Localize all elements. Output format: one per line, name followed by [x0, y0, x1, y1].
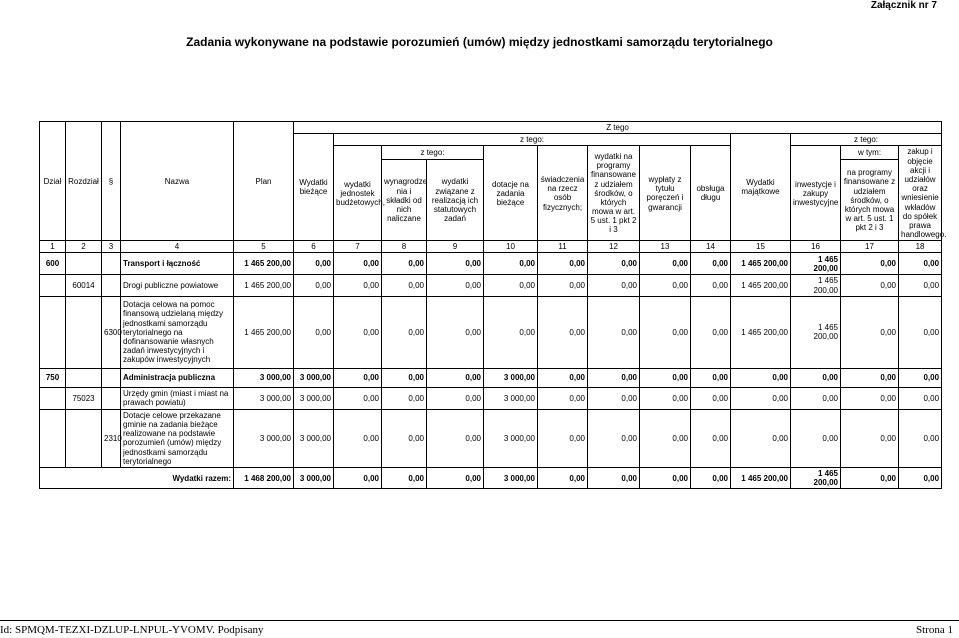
- cell-value: 0,00: [691, 253, 731, 275]
- cell-paragraf: [102, 387, 121, 409]
- cell-dzial: 750: [40, 368, 66, 387]
- cell-value: 0,00: [691, 275, 731, 296]
- cell-value: 3 000,00: [234, 409, 294, 467]
- cell-value: 0,00: [334, 368, 382, 387]
- cell-paragraf: 2310: [102, 409, 121, 467]
- hdr-z-tego-3: z tego:: [791, 134, 942, 146]
- cell-value: 0,00: [899, 368, 942, 387]
- cell-value: 0,00: [484, 296, 538, 368]
- cell-value: 0,00: [382, 387, 427, 409]
- total-value: 1 465 200,00: [731, 467, 791, 488]
- hdr-plan: Plan: [234, 122, 294, 241]
- hdr-z-tego-1: z tego:: [334, 134, 731, 146]
- table-row: [40, 409, 942, 467]
- cell-value: 0,00: [588, 368, 640, 387]
- cell-value: 0,00: [691, 368, 731, 387]
- col-number: 13: [640, 241, 691, 253]
- cell-dzial: [40, 409, 66, 467]
- cell-value: 0,00: [382, 296, 427, 368]
- cell-value: 0,00: [382, 275, 427, 296]
- cell-value: 0,00: [899, 296, 942, 368]
- cell-value: 0,00: [334, 275, 382, 296]
- cell-value: 0,00: [427, 275, 484, 296]
- hdr-zakup: zakup i objęcie akcji i udziałów oraz wniesienie wkładów do spółek prawa handlowego.: [899, 146, 942, 241]
- cell-value: 3 000,00: [294, 368, 334, 387]
- col-number: 10: [484, 241, 538, 253]
- hdr-z-tego-2: z tego:: [382, 146, 484, 160]
- cell-value: 0,00: [334, 387, 382, 409]
- col-number: 11: [538, 241, 588, 253]
- cell-value: 0,00: [538, 409, 588, 467]
- hdr-dzial: Dział: [40, 122, 66, 241]
- cell-value: 0,00: [427, 253, 484, 275]
- cell-value: 1 465 200,00: [791, 253, 841, 275]
- col-number: 9: [427, 241, 484, 253]
- total-value: 1 468 200,00: [234, 467, 294, 488]
- cell-value: 0,00: [899, 387, 942, 409]
- col-number: 18: [899, 241, 942, 253]
- hdr-wydatki-programy: wydatki na programy finansowane z udziałem środków, o których mowa w art. 5 ust. 1 pkt 2 i 3: [588, 146, 640, 241]
- cell-dzial: 600: [40, 253, 66, 275]
- cell-paragraf: 6300: [102, 296, 121, 368]
- total-value: 0,00: [382, 467, 427, 488]
- cell-value: 1 465 200,00: [731, 275, 791, 296]
- page-title: Zadania wykonywane na podstawie porozumień (umów) między jednostkami samorządu terytorialnego: [186, 35, 773, 49]
- cell-rozdzial: [66, 253, 102, 275]
- cell-nazwa: Drogi publiczne powiatowe: [121, 275, 234, 296]
- cell-value: 0,00: [899, 253, 942, 275]
- cell-value: 1 465 200,00: [731, 296, 791, 368]
- hdr-inwestycje: inwestycje i zakupy inwestycyjne: [791, 146, 841, 241]
- cell-rozdzial: [66, 296, 102, 368]
- total-value: 3 000,00: [294, 467, 334, 488]
- cell-value: 0,00: [841, 409, 899, 467]
- cell-rozdzial: 60014: [66, 275, 102, 296]
- hdr-z-tego-top: Z tego: [294, 122, 942, 134]
- cell-value: 0,00: [382, 368, 427, 387]
- footer-id: Id: SPMQM-TEZXI-DZLUP-LNPUL-YVOMV. Podpisany: [0, 624, 264, 636]
- hdr-wydatki-biezace: Wydatki bieżące: [294, 134, 334, 241]
- cell-paragraf: [102, 368, 121, 387]
- col-number: 8: [382, 241, 427, 253]
- hdr-swiadczenia: świadczenia na rzecz osób fizycznych;: [538, 146, 588, 241]
- cell-value: 1 465 200,00: [791, 296, 841, 368]
- cell-value: 0,00: [731, 409, 791, 467]
- total-row: [40, 467, 942, 488]
- table-row: [40, 387, 942, 409]
- cell-value: 0,00: [640, 368, 691, 387]
- cell-rozdzial: 75023: [66, 387, 102, 409]
- col-number: 3: [102, 241, 121, 253]
- cell-value: 0,00: [484, 275, 538, 296]
- total-value: 0,00: [841, 467, 899, 488]
- cell-value: 1 465 200,00: [234, 275, 294, 296]
- cell-value: 0,00: [640, 409, 691, 467]
- cell-value: 0,00: [791, 368, 841, 387]
- cell-value: 3 000,00: [294, 387, 334, 409]
- cell-value: 0,00: [640, 253, 691, 275]
- cell-value: 0,00: [382, 253, 427, 275]
- cell-value: 0,00: [334, 253, 382, 275]
- cell-value: 0,00: [484, 253, 538, 275]
- cell-dzial: [40, 275, 66, 296]
- cell-value: 0,00: [841, 387, 899, 409]
- footer-divider: [0, 620, 959, 621]
- cell-value: 0,00: [841, 368, 899, 387]
- cell-value: 0,00: [427, 387, 484, 409]
- tasks-table: [39, 121, 947, 489]
- cell-dzial: [40, 387, 66, 409]
- cell-nazwa: Urzędy gmin (miast i miast na prawach powiatu): [121, 387, 234, 409]
- hdr-wydatki-majatkowe: Wydatki majątkowe: [731, 134, 791, 241]
- cell-value: 0,00: [691, 387, 731, 409]
- cell-value: 0,00: [588, 253, 640, 275]
- cell-value: 3 000,00: [484, 368, 538, 387]
- cell-value: 0,00: [691, 409, 731, 467]
- cell-value: 0,00: [538, 387, 588, 409]
- cell-value: 0,00: [640, 296, 691, 368]
- cell-value: 0,00: [731, 387, 791, 409]
- cell-value: 3 000,00: [484, 387, 538, 409]
- col-number: 12: [588, 241, 640, 253]
- col-number: 14: [691, 241, 731, 253]
- cell-value: 3 000,00: [234, 387, 294, 409]
- total-value: 3 000,00: [484, 467, 538, 488]
- total-label: Wydatki razem:: [40, 467, 234, 488]
- cell-value: 0,00: [538, 296, 588, 368]
- cell-paragraf: [102, 253, 121, 275]
- total-value: 0,00: [899, 467, 942, 488]
- cell-value: 0,00: [294, 275, 334, 296]
- cell-rozdzial: [66, 409, 102, 467]
- total-value: 1 465 200,00: [791, 467, 841, 488]
- col-number: 4: [121, 241, 234, 253]
- cell-value: 0,00: [588, 387, 640, 409]
- cell-value: 0,00: [538, 275, 588, 296]
- hdr-rozdzial: Rozdział: [66, 122, 102, 241]
- cell-value: 3 000,00: [234, 368, 294, 387]
- col-number: 2: [66, 241, 102, 253]
- cell-nazwa: Dotacja celowa na pomoc finansową udzielaną między jednostkami samorządu terytorialnego na dofinansowanie własnych zadań inwestycyjnych i zakupów inwestycyjnych: [121, 296, 234, 368]
- cell-value: 0,00: [791, 387, 841, 409]
- hdr-wynagrodzenia: wynagrodze nia i składki od nich naliczane: [382, 160, 427, 241]
- cell-value: 0,00: [691, 296, 731, 368]
- cell-value: 0,00: [588, 296, 640, 368]
- cell-value: 0,00: [731, 368, 791, 387]
- cell-value: 0,00: [427, 296, 484, 368]
- table-row: [40, 296, 942, 368]
- column-numbers-row: [40, 241, 942, 253]
- cell-value: 0,00: [640, 387, 691, 409]
- hdr-obsluga: obsługa długu: [691, 146, 731, 241]
- cell-value: 0,00: [334, 409, 382, 467]
- col-number: 16: [791, 241, 841, 253]
- hdr-nazwa: Nazwa: [121, 122, 234, 241]
- cell-value: 1 465 200,00: [731, 253, 791, 275]
- cell-value: 0,00: [588, 275, 640, 296]
- total-value: 0,00: [538, 467, 588, 488]
- cell-nazwa: Dotacje celowe przekazane gminie na zadania bieżące realizowane na podstawie porozumień (umów) między jednostkami samorządu terytorialnego: [121, 409, 234, 467]
- table-row: [40, 253, 942, 275]
- hdr-paragraf: §: [102, 122, 121, 241]
- cell-value: 0,00: [640, 275, 691, 296]
- cell-value: 0,00: [294, 253, 334, 275]
- cell-value: 0,00: [538, 368, 588, 387]
- table-row: [40, 275, 942, 296]
- total-value: 0,00: [427, 467, 484, 488]
- cell-nazwa: Transport i łączność: [121, 253, 234, 275]
- hdr-wydatki-zwiazane: wydatki związane z realizacją ich statutowych zadań: [427, 160, 484, 241]
- cell-value: 0,00: [382, 409, 427, 467]
- cell-value: 0,00: [841, 275, 899, 296]
- cell-value: 1 465 200,00: [234, 253, 294, 275]
- hdr-dotacje: dotacje na zadania bieżące: [484, 146, 538, 241]
- cell-value: 0,00: [294, 296, 334, 368]
- hdr-w-tym: w tym:: [841, 146, 899, 160]
- cell-value: 0,00: [427, 409, 484, 467]
- total-value: 0,00: [588, 467, 640, 488]
- cell-value: 0,00: [899, 275, 942, 296]
- col-number: 17: [841, 241, 899, 253]
- cell-value: 0,00: [588, 409, 640, 467]
- cell-value: 0,00: [538, 253, 588, 275]
- cell-value: 0,00: [899, 409, 942, 467]
- total-value: 0,00: [640, 467, 691, 488]
- cell-value: 0,00: [841, 253, 899, 275]
- col-number: 7: [334, 241, 382, 253]
- cell-paragraf: [102, 275, 121, 296]
- col-number: 15: [731, 241, 791, 253]
- footer-page: Strona 1: [916, 624, 953, 636]
- cell-value: 1 465 200,00: [234, 296, 294, 368]
- total-value: 0,00: [691, 467, 731, 488]
- hdr-na-programy: na programy finansowane z udziałem środków, o których mowa w art. 5 ust. 1 pkt 2 i 3: [841, 160, 899, 241]
- table-row: [40, 368, 942, 387]
- cell-rozdzial: [66, 368, 102, 387]
- cell-nazwa: Administracja publiczna: [121, 368, 234, 387]
- hdr-wyplaty: wypłaty z tytułu poręczeń i gwarancji: [640, 146, 691, 241]
- cell-value: 0,00: [841, 296, 899, 368]
- annex-label: Załącznik nr 7: [870, 0, 937, 11]
- col-number: 1: [40, 241, 66, 253]
- cell-value: 0,00: [334, 296, 382, 368]
- cell-value: 3 000,00: [484, 409, 538, 467]
- col-number: 6: [294, 241, 334, 253]
- cell-value: 0,00: [791, 409, 841, 467]
- col-number: 5: [234, 241, 294, 253]
- cell-value: 1 465 200,00: [791, 275, 841, 296]
- cell-dzial: [40, 296, 66, 368]
- cell-value: 0,00: [427, 368, 484, 387]
- total-value: 0,00: [334, 467, 382, 488]
- hdr-wydatki-jednostek: wydatki jednostek budżetowych,: [334, 146, 382, 241]
- cell-value: 3 000,00: [294, 409, 334, 467]
